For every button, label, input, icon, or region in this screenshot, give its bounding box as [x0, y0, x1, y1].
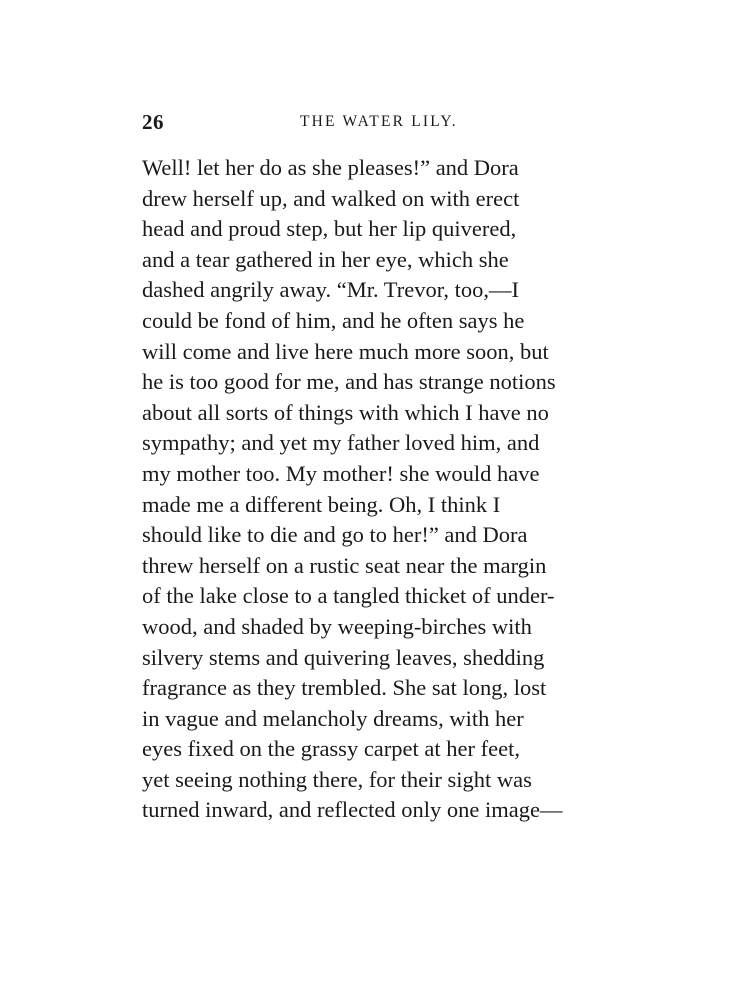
body-text	[142, 153, 636, 826]
text-line: drew herself up, and walked on with erect	[142, 185, 520, 211]
text-line: silvery stems and quivering leaves, shedding	[142, 644, 545, 670]
text-line: could be fond of him, and he often says he	[142, 307, 525, 333]
text-line: yet seeing nothing there, for their sight was	[142, 766, 532, 792]
text-line: fragrance as they trembled. She sat long, lost	[142, 675, 547, 701]
text-line: made me a different being. Oh, I think I	[142, 491, 501, 517]
page-number: 26	[142, 110, 164, 134]
text-line: of the lake close to a tangled thicket of under-	[142, 583, 555, 609]
text-line: dashed angrily away. “Mr. Trevor, too,—I	[142, 277, 519, 303]
text-line: and a tear gathered in her eye, which she	[142, 246, 509, 272]
text-line: turned inward, and reflected only one image—	[142, 797, 563, 823]
text-line: sympathy; and yet my father loved him, and	[142, 430, 540, 456]
text-line: head and proud step, but her lip quivered,	[142, 216, 517, 242]
text-line: wood, and shaded by weeping-birches with	[142, 613, 532, 639]
text-line: he is too good for me, and has strange notions	[142, 369, 556, 395]
text-line: in vague and melancholy dreams, with her	[142, 705, 524, 731]
text-line: will come and live here much more soon, but	[142, 338, 549, 364]
text-line: my mother too. My mother! she would have	[142, 460, 540, 486]
text-line: about all sorts of things with which I have no	[142, 399, 549, 425]
running-head	[142, 110, 636, 134]
text-line: Well! let her do as she pleases!” and Dora	[142, 155, 519, 180]
text-line: should like to die and go to her!” and Dora	[142, 522, 528, 548]
text-line: eyes fixed on the grassy carpet at her feet,	[142, 736, 520, 762]
text-line: threw herself on a rustic seat near the margin	[142, 552, 547, 578]
running-title: THE WATER LILY.	[300, 113, 458, 130]
